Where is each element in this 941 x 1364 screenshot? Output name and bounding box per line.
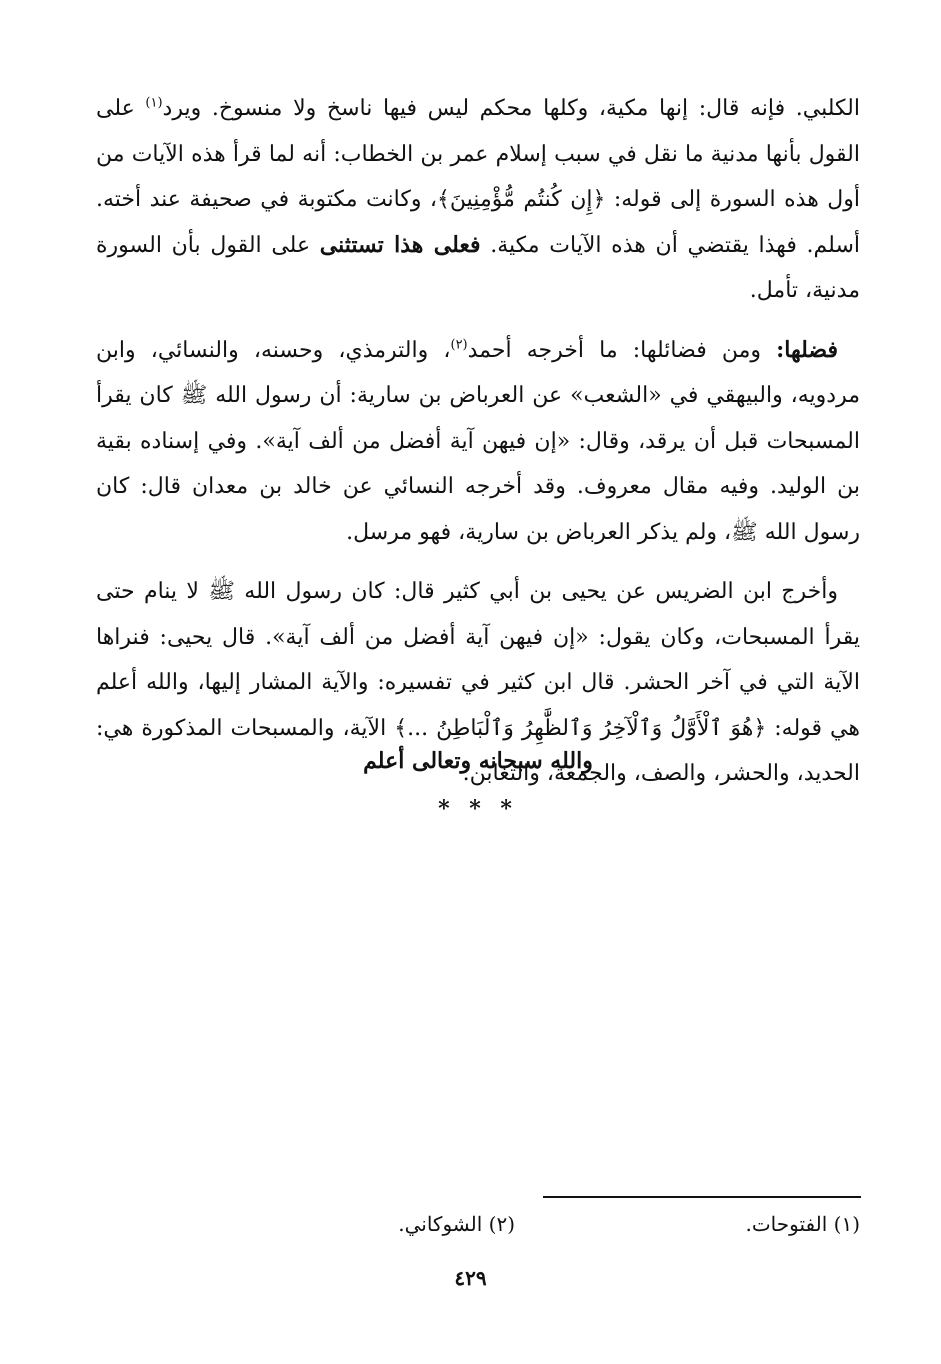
paragraph-2-text-a: ومن فضائلها: ما أخرجه أحمد: [467, 337, 777, 363]
paragraph-1-bold-text: فعلى هذا تستثنى: [319, 231, 481, 258]
paragraph-1-text-c: على القول بأن السورة مدنية، تأمل.: [96, 232, 860, 303]
paragraph-2-text-b: ، والترمذي، وحسنه، والنسائي، وابن مردويه، والبيهقي في «الشعب» عن العرباض بن سارية: أن رسول الله ﷺ كان يقرأ المسبحات قبل أن يرقد، وقال: «إن فيهن آية أفضل من ألف آية». وفي إسناده بقية بن الوليد. وفيه مقال معروف. وقد أخرجه النسائي عن خالد بن معدان قال: كان رسول الله ﷺ، ولم يذكر العرباض بن سارية، فهو مرسل.: [96, 337, 860, 545]
section-separator: * * *: [438, 796, 518, 822]
section-heading-fadluha: فضلها:: [776, 336, 838, 363]
page-number: ٤٢٩: [454, 1266, 487, 1290]
footnotes: [96, 1212, 860, 1242]
closing-line: والله سبحانه وتعالى أعلم: [363, 748, 593, 774]
paragraph-1-text-b: على القول بأنها مدنية ما نقل في سبب إسلام عمر بن الخطاب: أنه لما قرأ هذه الآيات من أول هذه السورة إلى قوله: ﴿إِن كُنتُم مُّؤْمِنِينَ﴾، وكانت مكتوبة في صحيفة عند أخته. أسلم. فهذا يقتضي أن هذه الآيات مكية.: [96, 96, 861, 258]
paragraph-1: [96, 86, 860, 314]
footnote-divider: [543, 1196, 861, 1198]
paragraph-2: [96, 328, 860, 556]
footnote-ref-1: (١): [145, 95, 163, 111]
footnote-ref-2: (٢): [450, 337, 468, 353]
footnote-2: (٢) الشوكاني.: [398, 1212, 515, 1236]
body-text: [96, 86, 860, 797]
footnote-1: (١) الفتوحات.: [745, 1212, 860, 1236]
paragraph-1-text-a: الكلبي. فإنه قال: إنها مكية، وكلها محكم ليس فيها ناسخ ولا منسوخ. ويرد: [162, 96, 860, 121]
paragraph-3-text: وأخرج ابن الضريس عن يحيى بن أبي كثير قال: كان رسول الله ﷺ لا ينام حتى يقرأ المسبحات، وكان يقول: «إن فيهن آية أفضل من ألف آية». قال يحيى: فنراها الآية التي في آخر الحشر. قال ابن كثير في تفسيره: والآية المشار إليها، والله أعلم هي قوله: ﴿هُوَ ٱلْأَوَّلُ وَٱلْآخِرُ وَٱلظَّٰهِرُ وَٱلْبَاطِنُ ...﴾ الآية، والمسبحات المذكورة هي: الحديد، والحشر، والصف، والجمعة، والتغابن.: [96, 579, 860, 786]
